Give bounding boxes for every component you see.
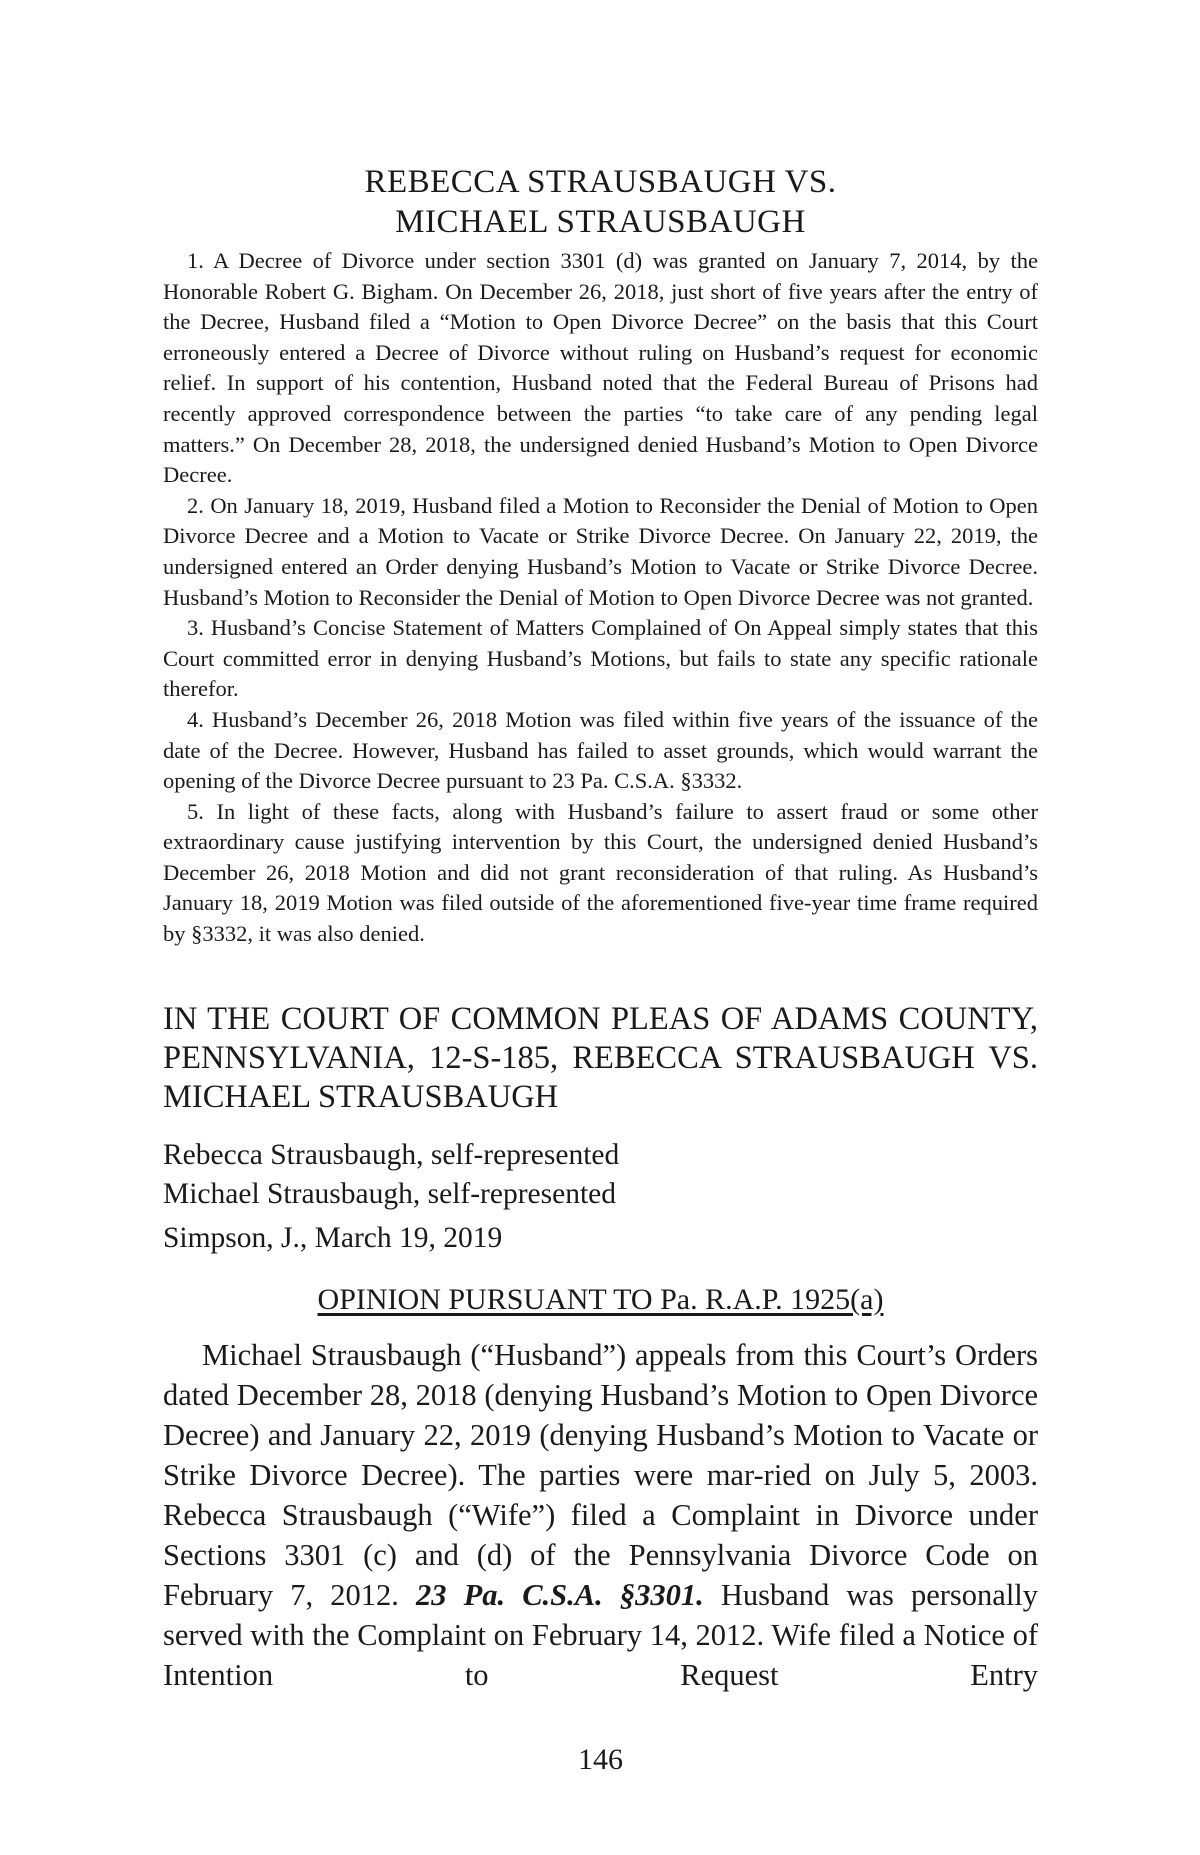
opinion-line: Michael Strausbaugh (“Husband”) appeals from this Court’s — [202, 1338, 947, 1372]
statute-citation: 23 Pa. C.S.A. — [415, 1578, 603, 1612]
opinion-line: Complaint in Divorce under Sections 3301 (c) and (d) of the — [163, 1498, 1038, 1572]
headnotes — [163, 246, 1038, 950]
opinion-line: Open Divorce Decree) and January 22, 2019 (denying Husband’s — [163, 1378, 1039, 1452]
opinion-line: Husband was personally served with the Complaint on — [163, 1578, 1039, 1652]
headnote-4: 4. Husband’s December 26, 2018 Motion was filed within five years of the issuance of the date of the Decree. However, Husband has failed to asset grounds, which would warrant the opening of the Divorce Decree pursuant to 23 Pa. C.S.A. §3332. — [163, 706, 1038, 794]
counsel-husband: Michael Strausbaugh, self-represented — [163, 1178, 616, 1210]
opinion-line: February 14, 2012. Wife filed a Notice of Intention to Request Entry — [163, 1618, 1039, 1692]
headnote-2: 2. On January 18, 2019, Husband filed a Motion to Reconsider the Denial of Motion to Open Divorce Decree and a Motion to Vacate or Strike Divorce Decree. On January 22, 2019, the undersigned entered an Order denying Husband’s Motion to Vacate or Strike Divorce Decree. Husband’s Motion to Reconsider the Denial of Motion to Open Divorce Decree was not granted. — [163, 492, 1038, 610]
opinion-body — [163, 1335, 1038, 1695]
case-title — [163, 162, 1038, 242]
counsel-wife: Rebecca Strausbaugh, self-represented — [163, 1139, 620, 1171]
opinion-paragraph — [163, 1335, 1038, 1695]
case-title-line-1: REBECCA STRAUSBAUGH VS. — [364, 164, 837, 200]
opinion-line: Motion to Vacate or Strike Divorce Decree). The parties were mar- — [163, 1418, 1039, 1492]
opinion-heading — [163, 1282, 1038, 1318]
opinion-heading-text: OPINION PURSUANT TO Pa. R.A.P. 1925(a) — [317, 1283, 884, 1316]
judge-and-date: Simpson, J., March 19, 2019 — [163, 1222, 503, 1254]
opinion-line: Pennsylvania Divorce Code on February 7, 2012. — [163, 1538, 1038, 1612]
headnote-1: 1. A Decree of Divorce under section 3301 (d) was granted on January 7, 2014, by the Honorable Robert G. Bigham. On December 26, 2018, just short of five years after the entry of the Decree, Husband filed a “Motion to Open Divorce Decree” on the basis that this Court erroneously entered a Decree of Divorce without ruling on Husband’s request for economic relief. In support of his contention, Husband noted that the Federal Bureau of Prisons had recently approved correspondence between the parties “to take care of any pending legal matters.” On December 28, 2018, the undersigned denied Husband’s Motion to Open Divorce Decree. — [163, 248, 1038, 488]
court-caption: IN THE COURT OF COMMON PLEAS OF ADAMS COUNTY, PENNSYLVANIA, 12-S-185, REBECCA STRAUSBAUGH VS. MICHAEL STRAUSBAUGH — [163, 1001, 1038, 1115]
opinion-line: Orders dated December 28, 2018 (denying Husband’s Motion to — [163, 1338, 1039, 1412]
page-number: 146 — [578, 1743, 623, 1776]
opinion-line: ried on July 5, 2003. Rebecca Strausbaugh (“Wife”) filed a — [163, 1458, 1038, 1532]
headnote-3: 3. Husband’s Concise Statement of Matters Complained of On Appeal simply states that this Court committed error in denying Husband’s Motions, but fails to state any specific rationale therefor. — [163, 615, 1038, 702]
parties-block — [163, 1136, 1038, 1258]
headnote-5: 5. In light of these facts, along with Husband’s failure to assert fraud or some other extraordinary cause justifying intervention by this Court, the undersigned denied Husband’s December 26, 2018 Motion and did not grant reconsideration of that ruling. As Husband’s January 18, 2019 Motion was filed outside of the aforementioned five-year time frame required by §3332, it was also denied. — [163, 798, 1038, 947]
case-title-line-2: MICHAEL STRAUSBAUGH — [395, 204, 806, 240]
statute-section: §3301. — [619, 1578, 704, 1612]
